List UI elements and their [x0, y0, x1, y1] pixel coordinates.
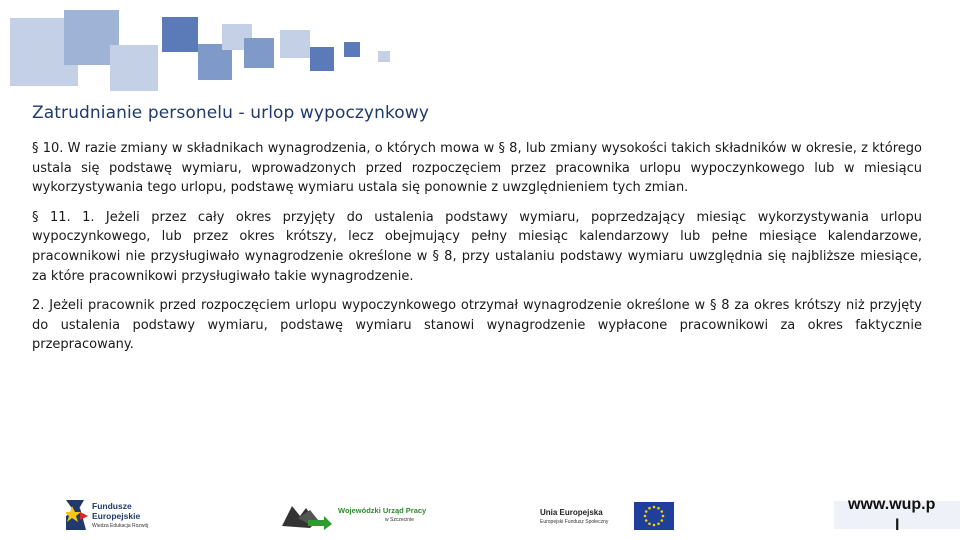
paragraph: § 11. 1. Jeżeli przez cały okres przyjęty do ustalenia podstawy wymiaru, poprzedzający miesiąc wykorzystywania urlopu wypoczynkowego, lub przez okres krótszy, lecz obejmujący pełny miesiąc kalendarzowy lub pełne miesiące kalendarzowe, pracownikowi nie przysługiwało wynagrodzenie określone w § 8, przy ustalaniu podstawy wymiaru uwzględnia się najbliższe miesiące, za które pracownikowi przysługiwało takie wynagrodzenie. [32, 209, 922, 284]
paragraph: § 10. W razie zmiany w składnikach wynagrodzenia, o których mowa w § 8, lub zmiany wysokości takich składników w okresie, z którego ustala się podstawę wymiaru, wprowadzonych przed rozpoczęciem przez pracownika urlopu wypoczynkowego lub w miesiącu wykorzystywania tego urlopu, podstawę wymiaru ustala się ponownie z uwzględnieniem tych zmian. [32, 141, 922, 196]
website-url-continuation[interactable]: l [895, 517, 900, 534]
fe-logo-line3: Wiedza Edukacja Rozwój [92, 523, 149, 529]
fe-logo-line1: Fundusze [92, 501, 132, 511]
decor-square [280, 30, 310, 58]
eu-flag-icon [634, 502, 674, 530]
decor-square [310, 47, 334, 71]
decor-square [244, 38, 274, 68]
unia-europejska-logo [538, 500, 676, 532]
decor-square [378, 51, 390, 62]
decor-square [162, 17, 198, 52]
decor-square [344, 42, 360, 57]
website-url[interactable]: www.wup.p [848, 496, 936, 513]
wup-logo-line1: Wojewódzki Urząd Pracy [338, 506, 427, 515]
wup-logo [280, 498, 430, 530]
fundusze-europejskie-logo [66, 496, 178, 532]
slide-content [32, 139, 922, 365]
ue-logo-line1: Unia Europejska [540, 508, 603, 517]
slide-title: Zatrudnianie personelu - urlop wypoczynkowy [32, 103, 429, 123]
paragraph: 2. Jeżeli pracownik przed rozpoczęciem urlopu wypoczynkowego otrzymał wynagrodzenie określone w § 8 za okres krótszy niż przyjęty do ustalenia podstawy wymiaru, podstawę wymiaru stanowi wynagrodzenie wypłacone pracownikowi za okres faktycznie przepracowany. [32, 298, 922, 353]
fe-logo-line2: Europejskie [92, 511, 141, 521]
fe-star-icon [66, 498, 88, 532]
wup-emblem-icon [280, 500, 332, 530]
decor-square [110, 45, 158, 91]
wup-logo-line2: w Szczecinie [385, 517, 414, 523]
ue-logo-line2: Europejski Fundusz Społeczny [540, 519, 609, 525]
